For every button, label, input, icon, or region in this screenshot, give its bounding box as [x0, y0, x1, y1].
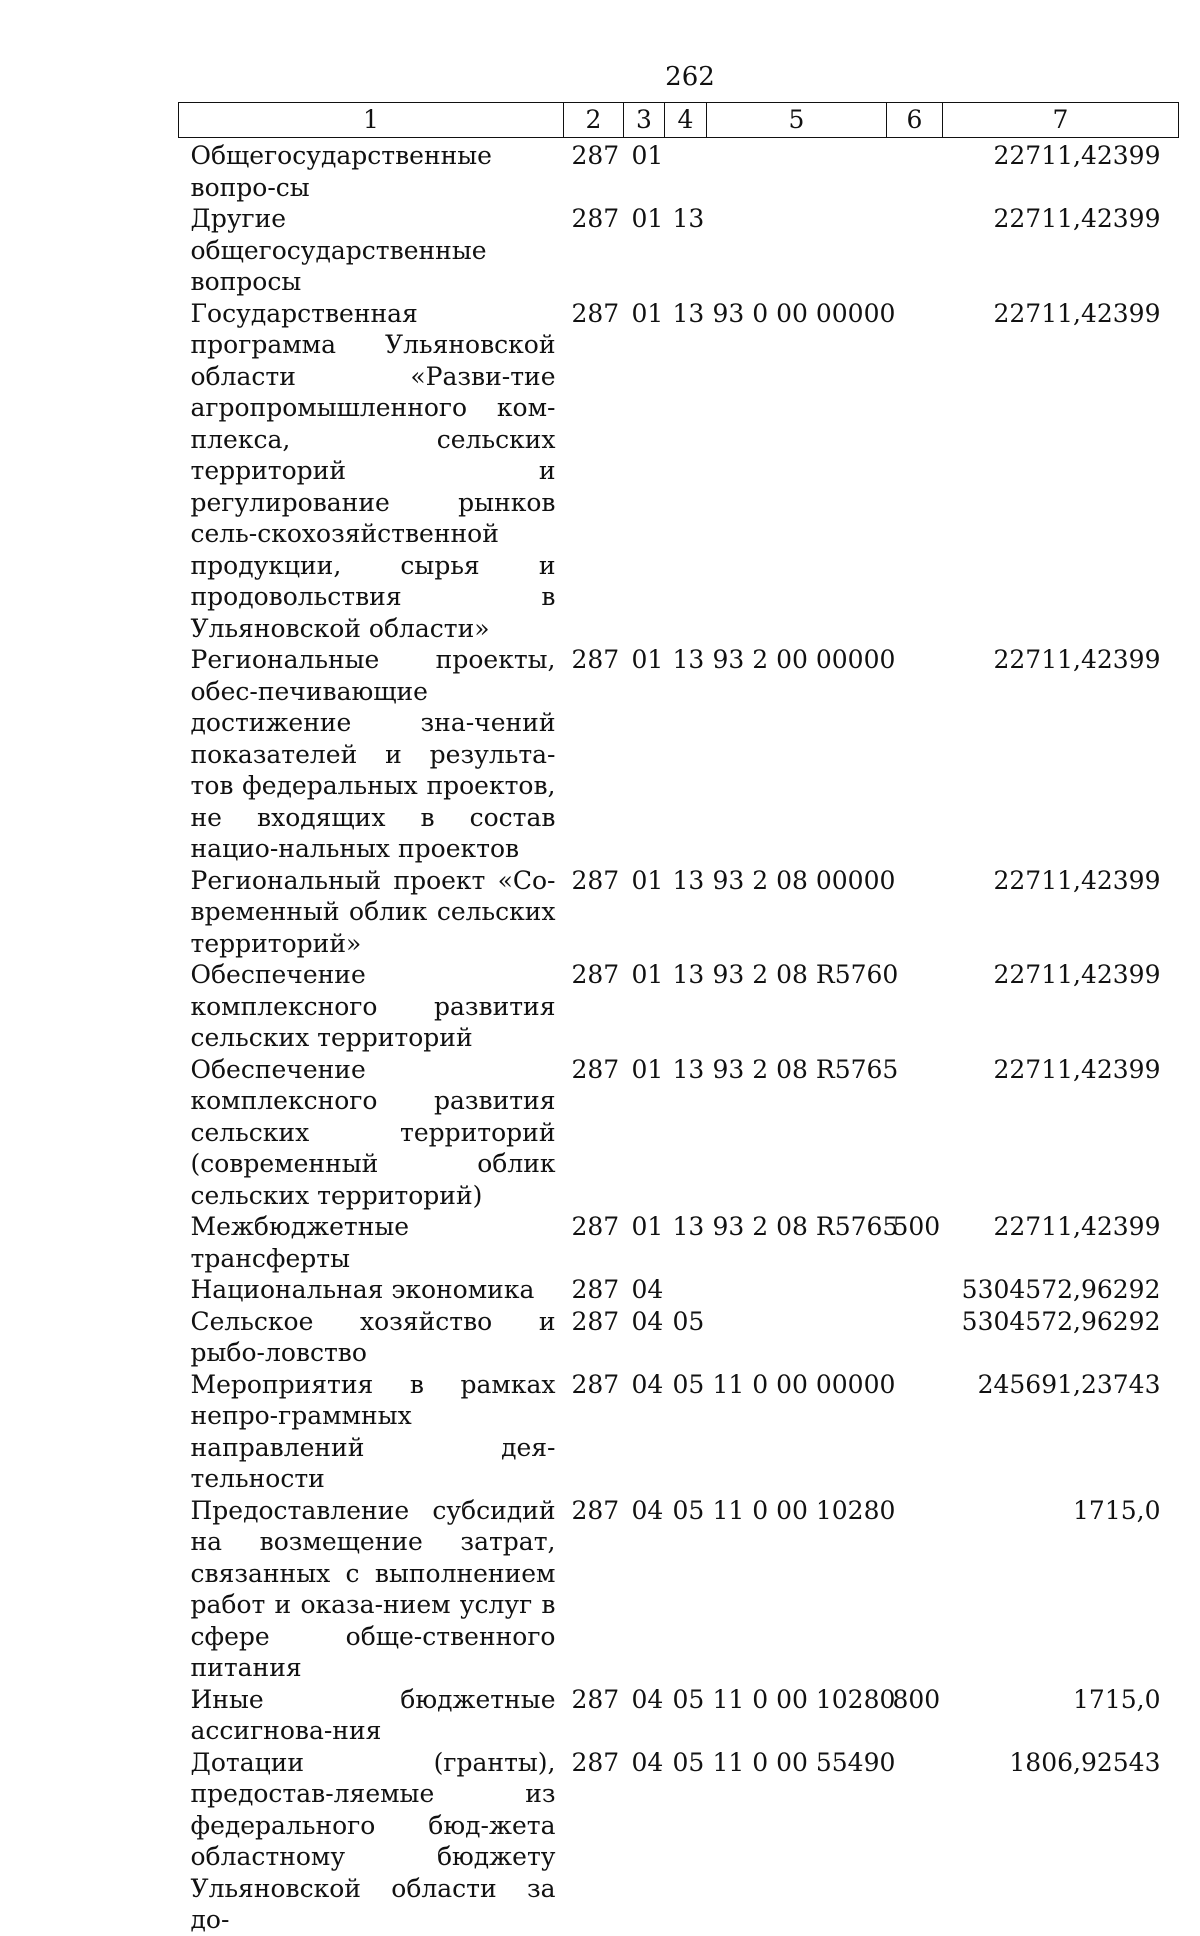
row-ministry-code: 287: [571, 1212, 620, 1241]
row-amount: 22711,42399: [993, 141, 1161, 170]
row-section-code: 04: [631, 1369, 664, 1399]
header-col-5: 5: [707, 103, 887, 138]
row-name-cell: Региональный проект «Со-временный облик сельских территорий»: [190, 865, 556, 958]
row-section-code: 01: [631, 865, 664, 895]
row-section-code: 01: [631, 960, 664, 989]
page-number: 262: [665, 62, 715, 92]
row-amount: 22711,42399: [993, 1054, 1161, 1084]
row-target-article-code: 93 0 00 00000: [712, 298, 896, 328]
row-name-cell: Межбюджетные трансферты: [190, 1212, 410, 1273]
header-col-4: 4: [665, 103, 707, 138]
row-amount: 22711,42399: [993, 865, 1161, 895]
header-row: [179, 103, 1179, 138]
row-target-article-code: [707, 1306, 887, 1369]
row-ministry-code: 287: [571, 1275, 620, 1304]
row-expense-type-code: [887, 298, 943, 645]
table-body: [179, 138, 1179, 1936]
row-expense-type-code: 500: [892, 1212, 941, 1241]
row-section-code: 04: [631, 1684, 664, 1714]
row-target-article-code: 93 2 08 R5765: [712, 1054, 899, 1084]
row-target-article-code: [707, 138, 887, 204]
row-target-article-code: [707, 1274, 887, 1306]
table-row: [179, 298, 1179, 645]
row-expense-type-code: [887, 1274, 943, 1306]
row-section-code: 04: [631, 1495, 664, 1525]
table-row: [179, 1369, 1179, 1495]
row-name-cell: Обеспечение комплексного развития сельских территорий (современный облик сельских территорий): [190, 1054, 556, 1210]
row-name-cell: Мероприятия в рамках непро-граммных направлений дея-тельности: [190, 1369, 556, 1493]
row-subsection-code: 05: [672, 1369, 705, 1399]
row-name-cell: Предоставление субсидий на возмещение затрат, связанных с выполнением работ и оказа-нием услуг в сфере обще-ственного питания: [190, 1495, 556, 1682]
row-expense-type-code: [887, 1747, 943, 1936]
row-ministry-code: 287: [571, 1495, 620, 1525]
row-name-cell: Государственная программа Ульяновской области «Разви-тие агропромышленного ком-плекса, сельских территорий и регулирование рынков сель-скохозяйственной продукции, сырья и продовольствия в Ульяновской области»: [190, 298, 556, 643]
table-row: [179, 1684, 1179, 1747]
row-subsection-code: 05: [672, 1306, 705, 1336]
budget-table: [178, 102, 1179, 1936]
row-amount: 5304572,96292: [961, 1275, 1161, 1304]
row-section-code: 01: [631, 298, 664, 328]
row-name-cell: Другие общегосударственные вопросы: [190, 204, 487, 296]
row-amount: 245691,23743: [977, 1369, 1161, 1399]
header-col-7: 7: [943, 103, 1179, 138]
row-target-article-code: 11 0 00 10280: [712, 1495, 896, 1525]
table-row: [179, 1306, 1179, 1369]
table-row: [179, 865, 1179, 960]
row-ministry-code: 287: [571, 865, 620, 895]
row-subsection-code: 13: [672, 865, 705, 895]
table-row: [179, 1274, 1179, 1306]
row-target-article-code: 11 0 00 10280: [712, 1684, 896, 1714]
row-name-cell: Дотации (гранты), предостав-ляемые из федерального бюд-жета областному бюджету Ульяновской области за до-: [190, 1747, 556, 1934]
row-section-code: 04: [631, 1747, 664, 1777]
row-subsection-code: 05: [672, 1684, 705, 1714]
table-row: [179, 959, 1179, 1054]
row-ministry-code: 287: [571, 645, 620, 674]
row-amount: 22711,42399: [993, 1212, 1161, 1241]
table-row: [179, 644, 1179, 865]
table-row: [179, 1495, 1179, 1684]
row-target-article-code: 93 2 00 00000: [712, 645, 896, 674]
row-target-article-code: 11 0 00 55490: [712, 1747, 896, 1777]
table-row: [179, 138, 1179, 204]
row-ministry-code: 287: [571, 960, 620, 989]
table-row: [179, 1054, 1179, 1212]
row-amount: 1806,92543: [1009, 1747, 1161, 1777]
row-expense-type-code: [887, 203, 943, 298]
row-amount: 1715,0: [1073, 1495, 1161, 1525]
row-target-article-code: 11 0 00 00000: [712, 1369, 896, 1399]
row-name-cell: Обеспечение комплексного развития сельских территорий: [190, 960, 556, 1052]
row-subsection-code: 05: [672, 1495, 705, 1525]
row-amount: 22711,42399: [993, 204, 1161, 233]
row-subsection-code: 13: [672, 960, 705, 989]
row-subsection-code: 13: [672, 298, 705, 328]
row-amount: 5304572,96292: [961, 1306, 1161, 1336]
header-col-6: 6: [887, 103, 943, 138]
row-name-cell: Иные бюджетные ассигнова-ния: [190, 1684, 556, 1745]
row-amount: 22711,42399: [993, 645, 1161, 674]
row-ministry-code: 287: [571, 141, 620, 170]
row-ministry-code: 287: [571, 1684, 620, 1714]
row-expense-type-code: [887, 138, 943, 204]
row-ministry-code: 287: [571, 1306, 620, 1336]
row-section-code: 01: [631, 141, 664, 170]
row-subsection-code: 13: [672, 204, 705, 233]
row-name-cell: Сельское хозяйство и рыбо-ловство: [190, 1306, 556, 1367]
row-target-article-code: 93 2 08 R5760: [712, 960, 899, 989]
row-section-code: 01: [631, 1212, 664, 1241]
row-target-article-code: 93 2 08 00000: [712, 865, 896, 895]
row-section-code: 04: [631, 1306, 664, 1336]
table-row: [179, 1211, 1179, 1274]
header-col-2: 2: [564, 103, 624, 138]
row-target-article-code: 93 2 08 R5765: [712, 1212, 899, 1241]
row-section-code: 01: [631, 645, 664, 674]
row-name-cell: Региональные проекты, обес-печивающие достижение зна-чений показателей и результа-тов федеральных проектов, не входящих в состав нацио-нальных проектов: [190, 645, 556, 863]
row-subsection-code: 13: [672, 645, 705, 674]
row-name-cell: Национальная экономика: [190, 1275, 535, 1304]
row-section-code: 01: [631, 1054, 664, 1084]
row-ministry-code: 287: [571, 298, 620, 328]
row-expense-type-code: 800: [892, 1684, 941, 1714]
row-section-code: 01: [631, 204, 664, 233]
header-col-1: 1: [179, 103, 564, 138]
row-subsection-code: 05: [672, 1747, 705, 1777]
row-section-code: 04: [631, 1275, 664, 1304]
header-col-3: 3: [624, 103, 665, 138]
row-ministry-code: 287: [571, 1369, 620, 1399]
table-row: [179, 203, 1179, 298]
row-expense-type-code: [887, 1306, 943, 1369]
row-subsection-code: [665, 138, 707, 204]
row-subsection-code: 13: [672, 1054, 705, 1084]
row-target-article-code: [707, 203, 887, 298]
row-amount: 1715,0: [1073, 1684, 1161, 1714]
row-amount: 22711,42399: [993, 298, 1161, 328]
row-expense-type-code: [887, 644, 943, 865]
table-header: [179, 103, 1179, 138]
row-subsection-code: 13: [672, 1212, 705, 1241]
row-subsection-code: [665, 1274, 707, 1306]
row-ministry-code: 287: [571, 1054, 620, 1084]
row-ministry-code: 287: [571, 204, 620, 233]
row-name-cell: Общегосударственные вопро-сы: [190, 141, 492, 202]
budget-table-container: [178, 102, 1178, 1936]
row-amount: 22711,42399: [993, 960, 1161, 989]
row-ministry-code: 287: [571, 1747, 620, 1777]
table-row: [179, 1747, 1179, 1936]
